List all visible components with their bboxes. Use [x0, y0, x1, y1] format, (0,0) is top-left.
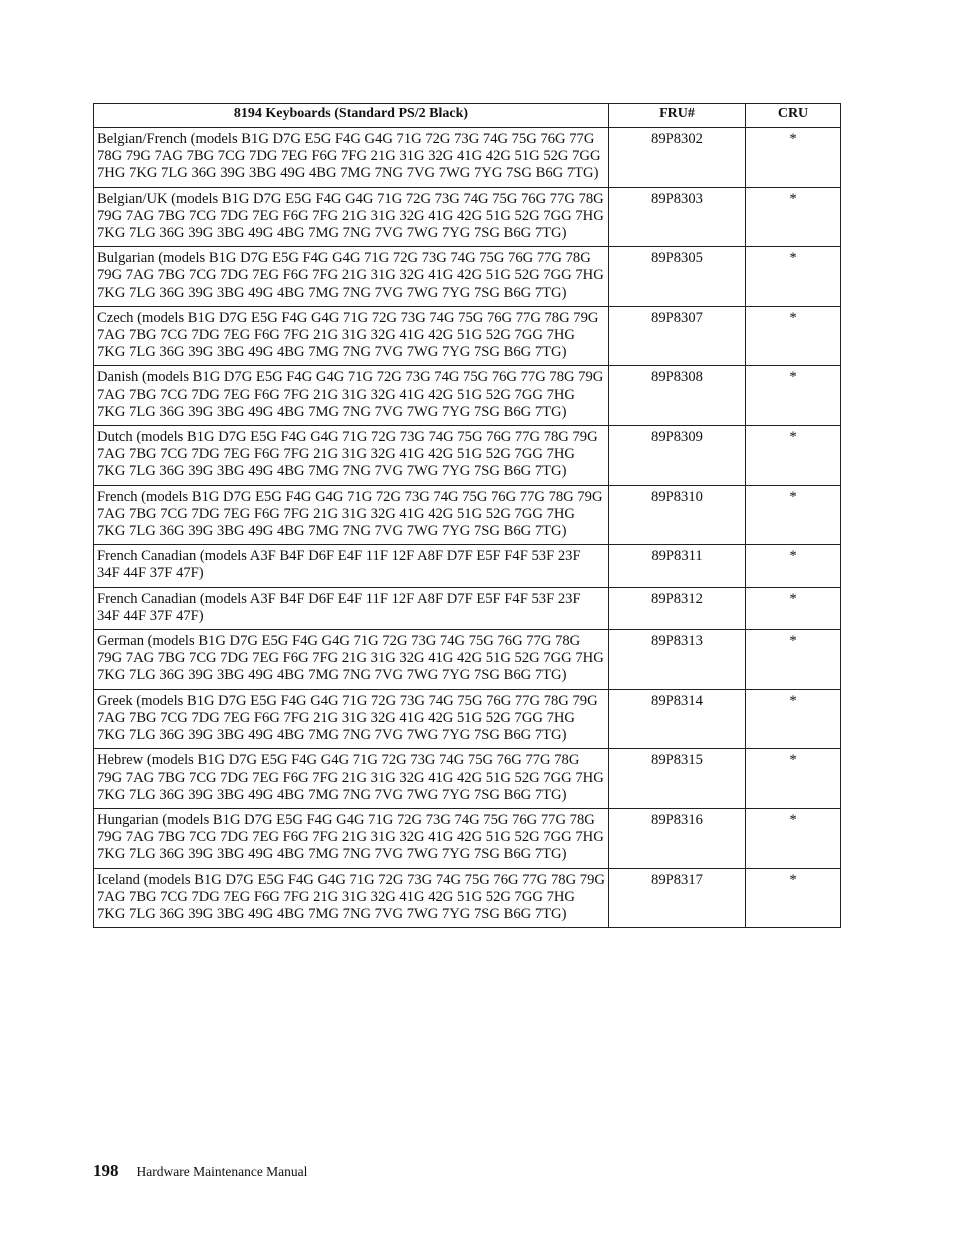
row-description: Belgian/French (models B1G D7G E5G F4G G4G 71G 72G 73G 74G 75G 76G 77G 78G 79G 7AG 7BG 7CG 7DG 7EG F6G 7FG 21G 31G 32G 41G 42G 51G 52G 7GG 7HG 7KG 7LG 36G 39G 3BG 49G 4BG 7MG 7NG 7VG 7WG 7YG 7SG B6G 7TG) [94, 128, 609, 188]
table-row [94, 587, 841, 629]
row-cru: * [746, 187, 841, 247]
row-cru: * [746, 485, 841, 545]
row-description: Iceland (models B1G D7G E5G F4G G4G 71G 72G 73G 74G 75G 76G 77G 78G 79G 7AG 7BG 7CG 7DG 7EG F6G 7FG 21G 31G 32G 41G 42G 51G 52G 7GG 7HG 7KG 7LG 36G 39G 3BG 49G 4BG 7MG 7NG 7VG 7WG 7YG 7SG B6G 7TG) [94, 868, 609, 928]
row-cru: * [746, 587, 841, 629]
row-fru: 89P8309 [609, 426, 746, 486]
table-row [94, 247, 841, 307]
row-description: Greek (models B1G D7G E5G F4G G4G 71G 72G 73G 74G 75G 76G 77G 78G 79G 7AG 7BG 7CG 7DG 7EG F6G 7FG 21G 31G 32G 41G 42G 51G 52G 7GG 7HG 7KG 7LG 36G 39G 3BG 49G 4BG 7MG 7NG 7VG 7WG 7YG 7SG B6G 7TG) [94, 689, 609, 749]
row-fru: 89P8312 [609, 587, 746, 629]
page-number: 198 [93, 1161, 119, 1180]
row-fru: 89P8316 [609, 808, 746, 868]
table-row [94, 545, 841, 587]
table-row [94, 187, 841, 247]
row-fru: 89P8302 [609, 128, 746, 188]
column-header-cru: CRU [746, 104, 841, 128]
table-row [94, 366, 841, 426]
row-description: Belgian/UK (models B1G D7G E5G F4G G4G 71G 72G 73G 74G 75G 76G 77G 78G 79G 7AG 7BG 7CG 7DG 7EG F6G 7FG 21G 31G 32G 41G 42G 51G 52G 7GG 7HG 7KG 7LG 36G 39G 3BG 49G 4BG 7MG 7NG 7VG 7WG 7YG 7SG B6G 7TG) [94, 187, 609, 247]
row-description: Danish (models B1G D7G E5G F4G G4G 71G 72G 73G 74G 75G 76G 77G 78G 79G 7AG 7BG 7CG 7DG 7EG F6G 7FG 21G 31G 32G 41G 42G 51G 52G 7GG 7HG 7KG 7LG 36G 39G 3BG 49G 4BG 7MG 7NG 7VG 7WG 7YG 7SG B6G 7TG) [94, 366, 609, 426]
table-header-row [94, 104, 841, 128]
row-description: French Canadian (models A3F B4F D6F E4F 11F 12F A8F D7F E5F F4F 53F 23F 34F 44F 37F 47F) [94, 587, 609, 629]
row-cru: * [746, 630, 841, 690]
row-fru: 89P8314 [609, 689, 746, 749]
row-fru: 89P8313 [609, 630, 746, 690]
row-fru: 89P8315 [609, 749, 746, 809]
row-cru: * [746, 545, 841, 587]
row-description: German (models B1G D7G E5G F4G G4G 71G 72G 73G 74G 75G 76G 77G 78G 79G 7AG 7BG 7CG 7DG 7EG F6G 7FG 21G 31G 32G 41G 42G 51G 52G 7GG 7HG 7KG 7LG 36G 39G 3BG 49G 4BG 7MG 7NG 7VG 7WG 7YG 7SG B6G 7TG) [94, 630, 609, 690]
row-description: French (models B1G D7G E5G F4G G4G 71G 72G 73G 74G 75G 76G 77G 78G 79G 7AG 7BG 7CG 7DG 7EG F6G 7FG 21G 31G 32G 41G 42G 51G 52G 7GG 7HG 7KG 7LG 36G 39G 3BG 49G 4BG 7MG 7NG 7VG 7WG 7YG 7SG B6G 7TG) [94, 485, 609, 545]
table-row [94, 426, 841, 486]
table-row [94, 808, 841, 868]
row-cru: * [746, 808, 841, 868]
row-cru: * [746, 689, 841, 749]
row-description: Bulgarian (models B1G D7G E5G F4G G4G 71G 72G 73G 74G 75G 76G 77G 78G 79G 7AG 7BG 7CG 7DG 7EG F6G 7FG 21G 31G 32G 41G 42G 51G 52G 7GG 7HG 7KG 7LG 36G 39G 3BG 49G 4BG 7MG 7NG 7VG 7WG 7YG 7SG B6G 7TG) [94, 247, 609, 307]
row-fru: 89P8317 [609, 868, 746, 928]
row-description: Hungarian (models B1G D7G E5G F4G G4G 71G 72G 73G 74G 75G 76G 77G 78G 79G 7AG 7BG 7CG 7DG 7EG F6G 7FG 21G 31G 32G 41G 42G 51G 52G 7GG 7HG 7KG 7LG 36G 39G 3BG 49G 4BG 7MG 7NG 7VG 7WG 7YG 7SG B6G 7TG) [94, 808, 609, 868]
row-cru: * [746, 366, 841, 426]
keyboard-fru-table [93, 103, 841, 928]
table-row [94, 306, 841, 366]
table-row [94, 689, 841, 749]
row-fru: 89P8308 [609, 366, 746, 426]
table-row [94, 128, 841, 188]
row-cru: * [746, 426, 841, 486]
row-cru: * [746, 247, 841, 307]
row-cru: * [746, 128, 841, 188]
row-description: Czech (models B1G D7G E5G F4G G4G 71G 72G 73G 74G 75G 76G 77G 78G 79G 7AG 7BG 7CG 7DG 7EG F6G 7FG 21G 31G 32G 41G 42G 51G 52G 7GG 7HG 7KG 7LG 36G 39G 3BG 49G 4BG 7MG 7NG 7VG 7WG 7YG 7SG B6G 7TG) [94, 306, 609, 366]
page-footer [93, 1161, 307, 1181]
table-row [94, 485, 841, 545]
row-fru: 89P8307 [609, 306, 746, 366]
table-row [94, 630, 841, 690]
row-fru: 89P8310 [609, 485, 746, 545]
table-row [94, 749, 841, 809]
row-fru: 89P8305 [609, 247, 746, 307]
row-cru: * [746, 868, 841, 928]
row-description: Hebrew (models B1G D7G E5G F4G G4G 71G 72G 73G 74G 75G 76G 77G 78G 79G 7AG 7BG 7CG 7DG 7EG F6G 7FG 21G 31G 32G 41G 42G 51G 52G 7GG 7HG 7KG 7LG 36G 39G 3BG 49G 4BG 7MG 7NG 7VG 7WG 7YG 7SG B6G 7TG) [94, 749, 609, 809]
row-description: French Canadian (models A3F B4F D6F E4F 11F 12F A8F D7F E5F F4F 53F 23F 34F 44F 37F 47F) [94, 545, 609, 587]
column-header-fru: FRU# [609, 104, 746, 128]
column-header-description: 8194 Keyboards (Standard PS/2 Black) [94, 104, 609, 128]
row-fru: 89P8311 [609, 545, 746, 587]
manual-title: Hardware Maintenance Manual [136, 1164, 308, 1179]
row-fru: 89P8303 [609, 187, 746, 247]
row-description: Dutch (models B1G D7G E5G F4G G4G 71G 72G 73G 74G 75G 76G 77G 78G 79G 7AG 7BG 7CG 7DG 7EG F6G 7FG 21G 31G 32G 41G 42G 51G 52G 7GG 7HG 7KG 7LG 36G 39G 3BG 49G 4BG 7MG 7NG 7VG 7WG 7YG 7SG B6G 7TG) [94, 426, 609, 486]
row-cru: * [746, 749, 841, 809]
table-row [94, 868, 841, 928]
row-cru: * [746, 306, 841, 366]
